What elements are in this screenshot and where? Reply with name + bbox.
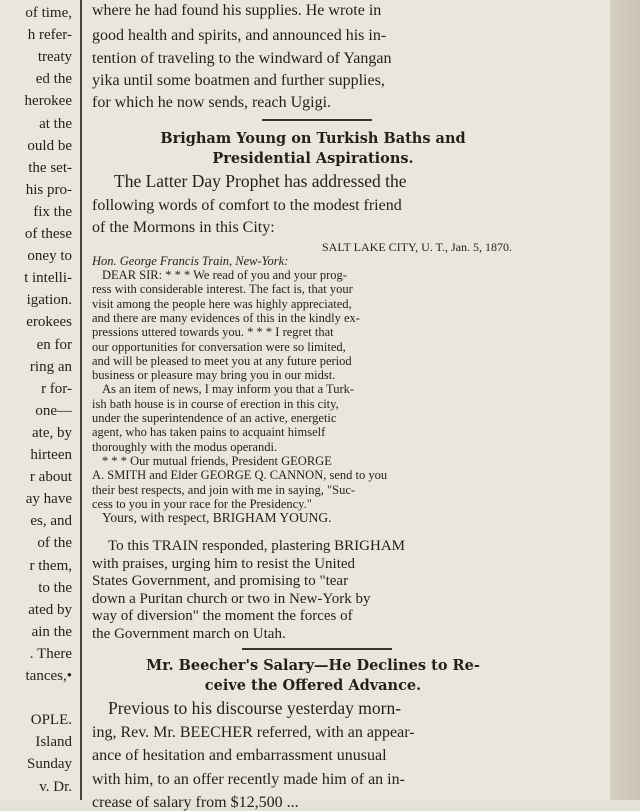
letter-line: business or pleasure may bring you in our midst. xyxy=(92,368,336,383)
letter-addressee: Hon. George Francis Train, New-York: xyxy=(92,254,289,268)
response-line: the Government march on Utah. xyxy=(92,626,286,642)
article3-line: with him, to an offer recently made him of an in- xyxy=(92,770,405,788)
article-divider xyxy=(262,119,372,121)
letter-line: ish bath house is in course of erection in this city, xyxy=(92,396,339,411)
left-column-line: ate, by xyxy=(32,424,72,441)
letter-line: our opportunities for conversation were so limited, xyxy=(92,339,346,354)
page-edge xyxy=(610,0,640,800)
left-column-line: at the xyxy=(39,115,72,132)
left-column-line: oney to xyxy=(27,248,72,265)
left-column-line: to the xyxy=(38,579,72,596)
left-column-line: his pro- xyxy=(25,181,72,198)
article1-line: tention of traveling to the windward of Yangan xyxy=(92,50,392,67)
article1-line: for which he now sends, reach Ugigi. xyxy=(92,94,332,111)
left-column-line: . There xyxy=(29,645,72,662)
article3-headline: Mr. Beecher's Salary—He Declines to Re- xyxy=(146,657,480,674)
letter-line: ress with considerable interest. The fact is, that your xyxy=(92,282,353,297)
left-column-line: of the xyxy=(37,535,72,552)
article1-line: good health and spirits, and announced his in- xyxy=(92,27,387,44)
article3-line: ance of hesitation and embarrassment unusual xyxy=(92,747,387,764)
letter-line: As an item of news, I may inform you that a Turk- xyxy=(102,382,355,397)
letter-line: cess to you in your race for the Presidency." xyxy=(92,496,312,511)
left-column-line: OPLE. xyxy=(30,712,72,729)
letter-line: and there are many evidences of this in the kindly ex- xyxy=(92,310,360,325)
left-column-line: t intelli- xyxy=(24,270,72,287)
response-line: with praises, urging him to resist the United xyxy=(92,555,356,572)
letter-line: visit among the people here was highly appreciated, xyxy=(92,296,352,311)
article3-line: ing, Rev. Mr. BEECHER referred, with an appear- xyxy=(92,723,415,741)
article2-headline: Presidential Aspirations. xyxy=(212,150,414,167)
column-rule xyxy=(80,0,82,800)
article2-intro-line: of the Mormons in this City: xyxy=(92,219,275,236)
response-line: way of diversion" the moment the forces of xyxy=(92,608,353,625)
letter-line: and will be pleased to meet you at any future period xyxy=(92,353,352,368)
left-column-line: of time, xyxy=(25,5,72,21)
letter-line: Yours, with respect, BRIGHAM YOUNG. xyxy=(102,510,332,526)
left-column-line: herokee xyxy=(24,93,72,110)
letter-line: DEAR SIR: * * * We read of you and your prog- xyxy=(102,268,347,282)
article1-line: where he had found his supplies. He wrote in xyxy=(92,2,382,19)
left-column-line: ated by xyxy=(28,601,72,618)
article3-headline: ceive the Offered Advance. xyxy=(204,677,422,694)
main-column xyxy=(92,0,534,811)
left-column xyxy=(0,0,76,800)
left-column-line: fix the xyxy=(33,203,72,220)
letter-dateline: SALT LAKE CITY, U. T., Jan. 5, 1870. xyxy=(321,240,512,254)
left-column-line: igation. xyxy=(26,292,72,309)
letter-line: * * * Our mutual friends, President GEORGE xyxy=(102,453,332,468)
article2-intro-line: The Latter Day Prophet has addressed the xyxy=(114,171,407,191)
article2-headline: Brigham Young on Turkish Baths and xyxy=(160,130,466,147)
letter-line: A. SMITH and Elder GEORGE Q. CANNON, send to you xyxy=(92,468,388,483)
letter-line: under the superintendence of an active, energetic xyxy=(92,411,337,425)
left-column-line: hirteen xyxy=(30,447,72,463)
left-column-line: Sunday xyxy=(27,756,72,773)
left-column-line: en for xyxy=(36,336,72,353)
letter-line: their best respects, and join with me in saying, "Suc- xyxy=(92,482,356,497)
response-line: To this TRAIN responded, plastering BRIGHAM xyxy=(108,538,405,554)
left-column-line: erokees xyxy=(26,314,72,331)
letter-line: thoroughly with the modus operandi. xyxy=(92,439,278,454)
left-column-line: one— xyxy=(35,402,72,419)
left-column-line: h refer- xyxy=(27,27,72,44)
response-line: States Government, and promising to "tear xyxy=(92,573,349,590)
article-divider xyxy=(242,648,392,650)
left-column-line: of these xyxy=(24,226,72,242)
left-column-line: treaty xyxy=(37,49,72,66)
article3-line: Previous to his discourse yesterday morn- xyxy=(108,698,402,718)
letter-line: pressions uttered towards you. * * * I regret that xyxy=(92,325,334,340)
left-column-line: r them, xyxy=(29,557,72,574)
left-column-line: ould be xyxy=(27,137,72,154)
article3-line: crease of salary from $12,500 ... xyxy=(92,794,299,811)
left-column-line: ay have xyxy=(25,491,72,508)
left-column-line: v. Dr. xyxy=(39,778,72,795)
left-column-line: r about xyxy=(29,469,72,486)
left-column-line: ain the xyxy=(31,623,72,640)
left-column-line: ed the xyxy=(35,71,72,88)
letter-line: agent, who has taken pains to acquaint himself xyxy=(92,425,326,440)
response-line: down a Puritan church or two in New-York by xyxy=(92,590,371,607)
article2-intro-line: following words of comfort to the modest friend xyxy=(92,197,402,214)
article1-line: yika until some boatmen and further supplies, xyxy=(92,72,385,89)
left-column-line: r for- xyxy=(41,380,72,397)
left-column-line: Island xyxy=(35,734,72,751)
left-column-line: tances,• xyxy=(25,668,72,684)
left-column-line: ring an xyxy=(29,358,72,375)
left-column-line: es, and xyxy=(30,513,72,530)
left-column-line: the set- xyxy=(28,159,72,176)
